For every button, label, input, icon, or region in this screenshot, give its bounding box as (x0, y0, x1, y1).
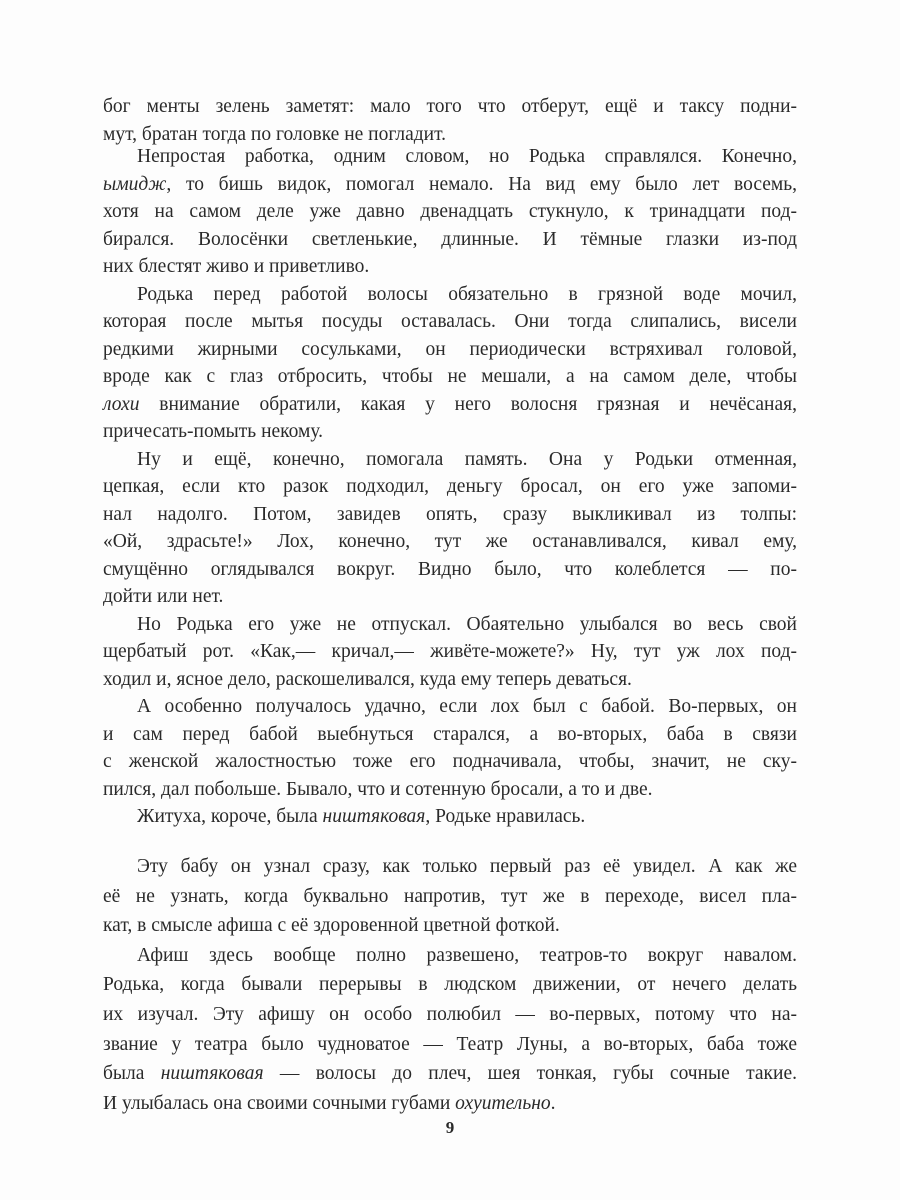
text-line: ходил и, ясное дело, раскошеливался, куда ему теперь деваться. (103, 668, 632, 690)
text-line: звание у театра было чудноватое — Театр Луны, а во-вторых, баба тоже (103, 1033, 797, 1055)
text-line: смущённо оглядывался вокруг. Видно было, что колеблется — по- (103, 558, 797, 580)
paragraph (103, 446, 797, 611)
paragraph (103, 803, 797, 831)
paragraph (103, 611, 797, 694)
text-line: их изучал. Эту афишу он особо полюбил — во-первых, потому что на- (103, 1003, 797, 1025)
text-line: А особенно получалось удачно, если лох был с бабой. Во-первых, он (137, 696, 797, 717)
text-line: и сам перед бабой выебнуться старался, а во-вторых, баба в связи (103, 723, 797, 745)
text-line: цепкая, если кто разок подходил, деньгу бросал, он его уже запоми- (103, 476, 797, 497)
text-line: щербатый рот. «Как,— кричал,— живёте-можете?» Ну, тут уж лох под- (103, 641, 797, 662)
text-line: хотя на самом деле уже давно двенадцать стукнуло, к тринадцати под- (103, 201, 797, 222)
text-line: И улыбалась она своими сочными губами охуительно. (103, 1092, 556, 1114)
text-line: мут, братан тогда по головке не погладит. (103, 123, 447, 145)
paragraph (103, 693, 797, 803)
text-line: её не узнать, когда буквально напротив, тут же в переходе, висел пла- (103, 885, 797, 907)
paragraph (103, 93, 797, 148)
text-line: бог менты зелень заметят: мало того что отберут, ещё и таксу подни- (103, 96, 797, 117)
text-line: пился, дал побольше. Бывало, что и сотенную бросали, а то и две. (103, 778, 653, 800)
paragraph (103, 143, 797, 281)
paragraph (103, 281, 797, 446)
text-line: ымидж, то бишь видок, помогал немало. На вид ему было лет восемь, (103, 173, 797, 195)
italic-word: ништяковая (322, 806, 426, 827)
italic-word: лохи (103, 393, 140, 415)
text-line: вроде как с глаз отбросить, чтобы не мешали, а на самом деле, чтобы (103, 366, 797, 387)
italic-word: охуительно (455, 1092, 551, 1114)
paragraph (103, 941, 797, 1119)
paragraph (103, 852, 797, 941)
text-line: Житуха, короче, была ништяковая, Родьке нравилась. (137, 806, 586, 827)
text-line: причесать-помыть некому. (103, 421, 324, 442)
text-line: Но Родька его уже не отпускал. Обаятельно улыбался во весь свой (137, 613, 797, 635)
text-block-2 (103, 143, 797, 831)
text-line: Родька перед работой волосы обязательно в грязной воде мочил, (137, 283, 797, 305)
text-line: «Ой, здрасьте!» Лох, конечно, тут же останавливался, кивал ему, (103, 531, 797, 552)
text-line: них блестят живо и приветливо. (103, 256, 370, 277)
text-line: была ништяковая — волосы до плеч, шея тонкая, губы сочные такие. (103, 1063, 797, 1085)
text-line: Эту бабу он узнал сразу, как только первый раз её увидел. А как же (137, 856, 797, 877)
italic-word: ништяковая (160, 1063, 264, 1085)
text-line: Афиш здесь вообще полно развешено, театров-то вокруг навалом. (137, 944, 797, 966)
text-line: Родька, когда бывали перерывы в людском движении, от нечего делать (103, 974, 797, 996)
text-block-1 (103, 93, 797, 148)
text-line: нал надолго. Потом, завидев опять, сразу выкликивал из толпы: (103, 503, 797, 525)
italic-word: ымидж (103, 173, 167, 195)
text-block-3 (103, 852, 797, 1118)
text-line: Ну и ещё, конечно, помогала память. Она у Родьки отменная, (137, 448, 797, 470)
page-number: 9 (445, 1118, 455, 1137)
text-line: с женской жалостностью тоже его подначивала, чтобы, значит, не ску- (103, 751, 797, 772)
text-line: бирался. Волосёнки светленькие, длинные. И тёмные глазки из-под (103, 228, 797, 250)
text-line: редкими жирными сосульками, он периодически встряхивал головой, (103, 338, 797, 360)
text-line: дойти или нет. (103, 586, 224, 607)
text-line: Непростая работка, одним словом, но Родька справлялся. Конечно, (137, 146, 797, 167)
text-line: кат, в смысле афиша с её здоровенной цветной фоткой. (103, 915, 560, 937)
text-line: которая после мытья посуды оставалась. Они тогда слипались, висели (103, 311, 797, 332)
text-line: лохи внимание обратили, какая у него волосня грязная и нечёсаная, (103, 393, 797, 415)
